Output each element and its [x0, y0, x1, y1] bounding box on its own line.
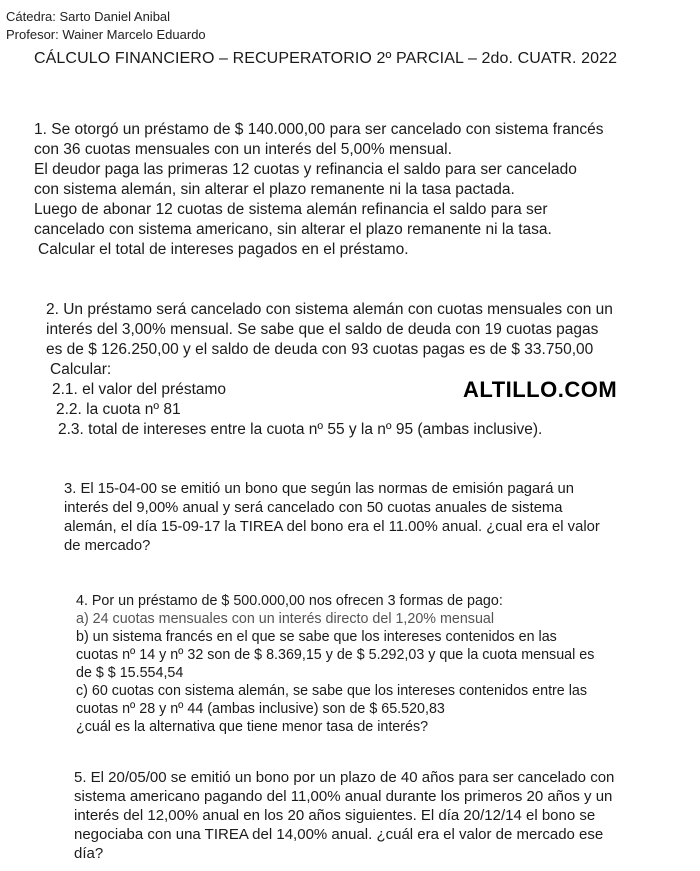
- question-1-line: El deudor paga las primeras 12 cuotas y refinancia el saldo para ser cancelado: [34, 161, 577, 178]
- question-4-option: b) un sistema francés en el que se sabe que los intereses contenidos en las: [76, 629, 557, 645]
- question-4-line: de $ $ 15.554,54: [76, 665, 184, 681]
- question-2-line: interés del 3,00% mensual. Se sabe que el saldo de deuda con 19 cuotas pagas: [46, 321, 599, 338]
- question-2-line: 2. Un préstamo será cancelado con sistema alemán con cuotas mensuales con un: [46, 301, 613, 318]
- question-2-line: Calcular:: [50, 361, 112, 378]
- question-4-line: 4. Por un préstamo de $ 500.000,00 nos ofrecen 3 formas de pago:: [76, 593, 503, 609]
- question-2-subitem: 2.3. total de intereses entre la cuota nº 55 y la nº 95 (ambas inclusive).: [58, 421, 543, 438]
- question-5-line: 5. El 20/05/00 se emitió un bono por un plazo de 40 años para ser cancelado con: [74, 769, 615, 786]
- catedra-line: Cátedra: Sarto Daniel Anibal: [6, 9, 171, 24]
- question-5-line: negociaba con una TIREA del 14,00% anual. ¿cuál era el valor de mercado ese: [74, 826, 604, 843]
- exam-title: CÁLCULO FINANCIERO – RECUPERATORIO 2º PARCIAL – 2do. CUATR. 2022: [34, 50, 618, 67]
- question-2-subitem: 2.1. el valor del préstamo: [52, 381, 227, 398]
- question-3-line: de mercado?: [64, 538, 151, 554]
- question-3-line: interés del 9,00% anual y será cancelado con 50 cuotas anuales de sistema: [64, 500, 563, 516]
- watermark-logo: ALTILLO.COM: [463, 377, 618, 402]
- question-3-line: 3. El 15-04-00 se emitió un bono que según las normas de emisión pagará un: [64, 481, 574, 497]
- question-4: [76, 592, 682, 736]
- question-4-line: cuotas nº 14 y nº 32 son de $ 8.369,15 y de $ 5.292,03 y que la cuota mensual es: [76, 647, 595, 663]
- question-3-line: alemán, el día 15-09-17 la TIREA del bono era el 11.00% anual. ¿cual era el valor: [64, 519, 600, 535]
- question-4-line: ¿cuál es la alternativa que tiene menor tasa de interés?: [76, 719, 429, 735]
- question-4-option: c) 60 cuotas con sistema alemán, se sabe que los intereses contenidos entre las: [76, 683, 588, 699]
- question-5-line: sistema americano pagando del 11,00% anual durante los primeros 20 años y un: [74, 788, 613, 805]
- question-4-option: a) 24 cuotas mensuales con un interés directo del 1,20% mensual: [76, 611, 495, 627]
- question-1: [34, 120, 684, 260]
- question-2-subitem: 2.2. la cuota nº 81: [56, 401, 181, 418]
- question-3: [64, 480, 680, 556]
- question-1-line: 1. Se otorgó un préstamo de $ 140.000,00 para ser cancelado con sistema francés: [34, 121, 604, 138]
- question-4-line: cuotas nº 28 y nº 44 (ambas inclusive) son de $ 65.520,83: [76, 701, 445, 717]
- question-5-line: interés del 12,00% anual en los 20 años siguientes. El día 20/12/14 el bono se: [74, 807, 596, 824]
- question-1-line: Luego de abonar 12 cuotas de sistema alemán refinancia el saldo para ser: [34, 201, 548, 218]
- question-1-line: cancelado con sistema americano, sin alterar el plazo remanente ni la tasa.: [34, 221, 552, 238]
- question-1-line: con sistema alemán, sin alterar el plazo remanente ni la tasa pactada.: [34, 181, 515, 198]
- question-1-line: Calcular el total de intereses pagados en el préstamo.: [38, 241, 409, 258]
- question-5: [74, 768, 684, 863]
- question-2-line: es de $ 126.250,00 y el saldo de deuda con 93 cuotas pagas es de $ 33.750,00: [46, 341, 594, 358]
- question-1-line: con 36 cuotas mensuales con un interés del 5,00% mensual.: [34, 141, 452, 158]
- profesor-line: Profesor: Wainer Marcelo Eduardo: [6, 27, 206, 42]
- question-5-line: día?: [74, 845, 104, 862]
- question-2: [46, 300, 686, 440]
